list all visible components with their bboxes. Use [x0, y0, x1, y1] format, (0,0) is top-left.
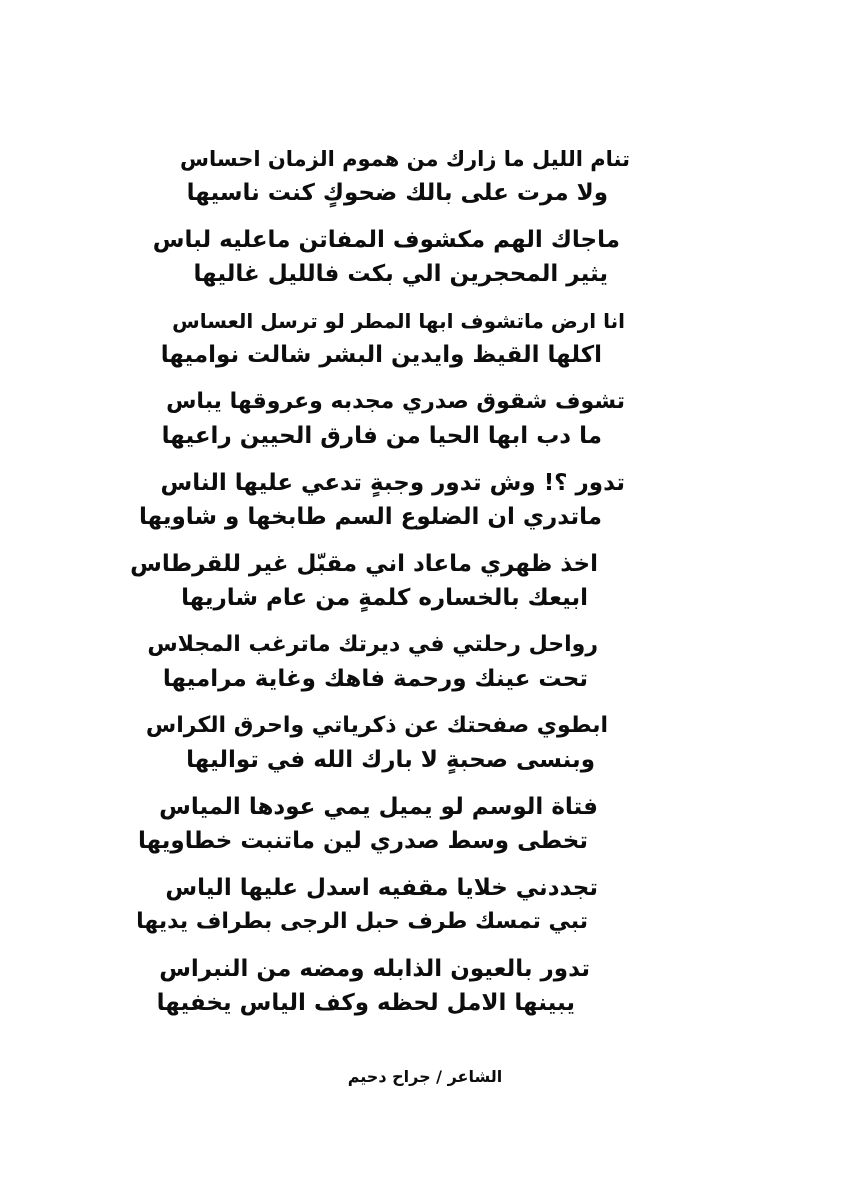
verse-line-2: ولا مرت على بالك ضحوكٍ كنت ناسيها: [186, 180, 608, 206]
verse-line-1: تدور ؟! وش تدور وجبةٍ تدعي عليها الناس: [160, 470, 625, 496]
stanza-9: [137, 790, 630, 871]
stanza-1: [179, 142, 630, 223]
stanza-8: [145, 709, 630, 790]
verse-line-2: وبنسى صحبةٍ لا بارك الله في تواليها: [186, 747, 595, 773]
stanza-11: [156, 952, 630, 1033]
verse-line-2: ابيعك بالخساره كلمةٍ من عام شاريها: [181, 585, 588, 611]
verse-line-2: اكلها القيظ وايدين البشر شالت نواميها: [160, 342, 602, 368]
verse-line-2: ما دب ابها الحيا من فارق الحيين راعيها: [161, 423, 602, 449]
verse-line-1: تنام الليل ما زارك من هموم الزمان احساس: [179, 147, 630, 171]
verse-line-2: ماتدري ان الضلوع السم طابخها و شاويها: [139, 504, 602, 530]
verse-line-1: تشوف شقوق صدري مجدبه وعروقها يباس: [166, 389, 625, 414]
verse-line-2: تحت عينك ورحمة فاهك وغاية مراميها: [162, 666, 588, 692]
verse-line-1: رواحل رحلتي في ديرتك ماترغب المجلاس: [147, 632, 598, 657]
stanza-2: [152, 223, 630, 304]
verse-line-2: تبي تمسك طرف حبل الرجى بطراف يديها: [136, 909, 588, 934]
verse-line-1: تدور بالعيون الذابله ومضه من النبراس: [159, 956, 590, 982]
stanza-4: [161, 385, 630, 466]
stanza-6: [130, 547, 630, 628]
stanza-7: [147, 628, 630, 709]
verse-line-1: اخذ ظهري ماعاد اني مقبّل غير للقرطاس: [130, 551, 598, 577]
verse-line-2: يثير المحجرين الي بكت فالليل غاليها: [193, 261, 608, 287]
verse-line-2: يبينها الامل لحظه وكف الياس يخفيها: [156, 990, 575, 1016]
poem-body: [130, 142, 630, 1033]
verse-line-1: ابطوي صفحتك عن ذكرياتي واحرق الكراس: [145, 713, 608, 738]
stanza-3: [160, 304, 630, 385]
verse-line-1: تجددني خلايا مقفيه اسدل عليها الياس: [165, 875, 598, 901]
stanza-5: [139, 466, 630, 547]
verse-line-2: تخطى وسط صدري لين ماتنبت خطاويها: [137, 828, 588, 854]
poet-signature: الشاعر / جراح دحيم: [347, 1067, 503, 1086]
stanza-10: [136, 871, 630, 952]
verse-line-1: انا ارض ماتشوف ابها المطر لو ترسل العساس: [172, 309, 625, 333]
verse-line-1: ماجاك الهم مكشوف المفاتن ماعليه لباس: [152, 227, 620, 253]
verse-line-1: فتاة الوسم لو يميل يمي عودها المياس: [159, 794, 598, 820]
